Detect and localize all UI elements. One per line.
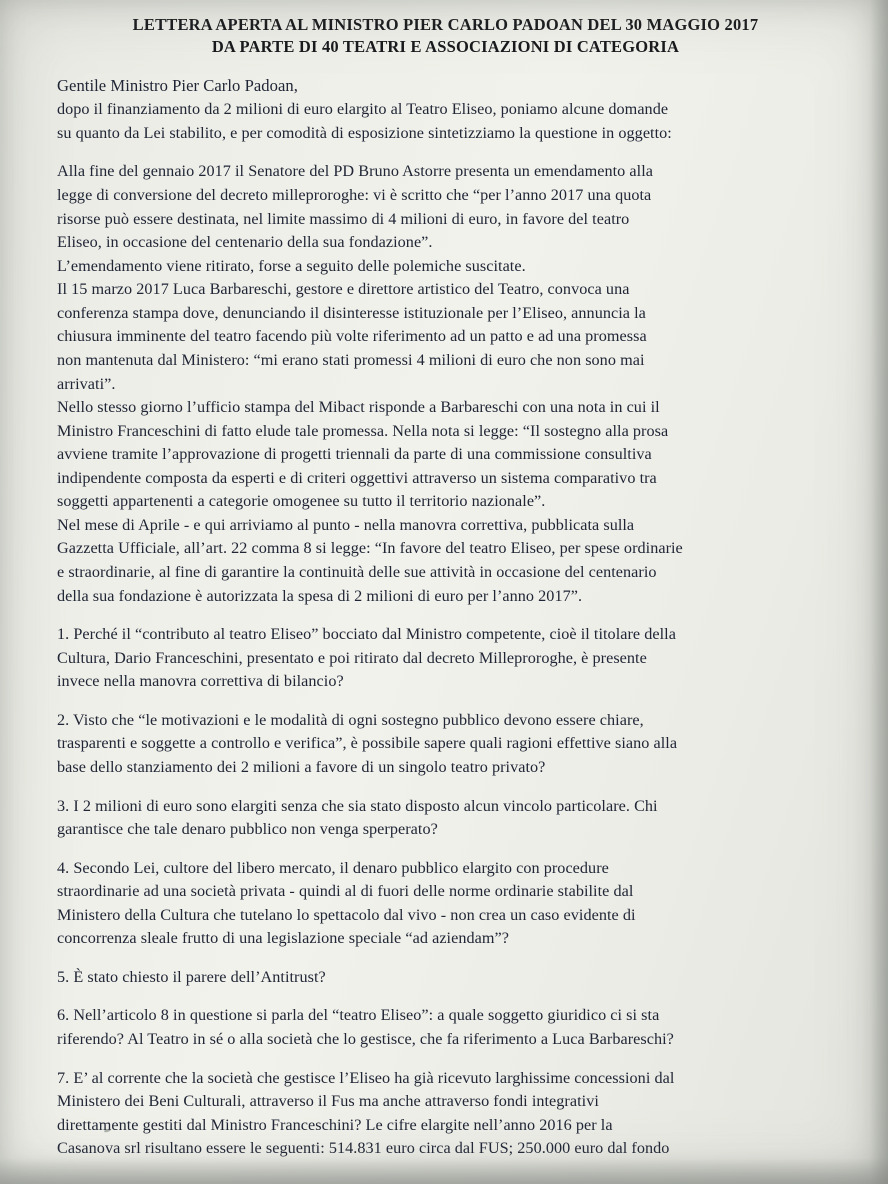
narrative-line-1: Alla fine del gennaio 2017 il Senatore del PD Bruno Astorre presenta un emendamento alla bbox=[57, 162, 653, 181]
question-7-line-3: direttamente gestiti dal Ministro Franceschini? Le cifre elargite nell’anno 2016 per la bbox=[57, 1115, 613, 1134]
question-3 bbox=[57, 795, 846, 842]
question-2-line-3: base dello stanziamento dei 2 milioni a favore di un singolo teatro privato? bbox=[57, 757, 546, 776]
title-line-2: DA PARTE DI 40 TEATRI E ASSOCIAZIONI DI CATEGORIA bbox=[211, 37, 680, 57]
question-5 bbox=[57, 966, 846, 990]
narrative-line-4: Eliseo, in occasione del centenario della sua fondazione”. bbox=[57, 233, 433, 252]
page-edge-shadow-bottom bbox=[0, 1158, 888, 1184]
narrative-line-5: L’emendamento viene ritirato, forse a seguito delle polemiche suscitate. bbox=[57, 256, 526, 275]
narrative-line-9: non mantenuta dal Ministero: “mi erano stati promessi 4 milioni di euro che non sono mai bbox=[57, 350, 645, 369]
question-1-line-2: Cultura, Dario Franceschini, presentato e poi ritirato dal decreto Milleproroghe, è presente bbox=[57, 648, 647, 667]
document-body bbox=[57, 74, 846, 1161]
question-4-line-3: Ministero della Cultura che tutelano lo spettacolo dal vivo - non crea un caso evidente di bbox=[57, 905, 636, 924]
narrative-line-11: Nello stesso giorno l’ufficio stampa del Mibact risponde a Barbareschi con una nota in cui il bbox=[57, 398, 660, 417]
question-2-line-2: trasparenti e soggette a controllo e verifica”, è possibile sapere quali ragioni effettive siano alla bbox=[57, 734, 678, 753]
intro-line-2: su quanto da Lei stabilito, e per comodità di esposizione sintetizziamo la questione in oggetto: bbox=[57, 123, 672, 142]
question-7-line-1: 7. E’ al corrente che la società che gestisce l’Eliseo ha già ricevuto larghissime concessioni dal bbox=[57, 1068, 675, 1087]
question-4 bbox=[57, 857, 846, 951]
question-4-line-2: straordinarie ad una società privata - quindi al di fuori delle norme ordinarie stabilite dal bbox=[57, 882, 634, 901]
intro-line-1: dopo il finanziamento da 2 milioni di euro elargito al Teatro Eliseo, poniamo alcune domande bbox=[57, 100, 669, 119]
narrative-line-8: chiusura imminente del teatro facendo più volte riferimento ad un patto e ad una promessa bbox=[57, 327, 647, 346]
question-7-line-2: Ministero dei Beni Culturali, attraverso il Fus ma anche attraverso fondi integrativi bbox=[57, 1092, 599, 1111]
question-2 bbox=[57, 709, 846, 780]
title-line-1: LETTERA APERTA AL MINISTRO PIER CARLO PADOAN DEL 30 MAGGIO 2017 bbox=[132, 15, 759, 34]
question-3-line-1: 3. I 2 milioni di euro sono elargiti senza che sia stato disposto alcun vincolo particolare. Chi bbox=[57, 796, 658, 815]
salutation: Gentile Ministro Pier Carlo Padoan, bbox=[57, 76, 298, 96]
question-7 bbox=[57, 1067, 846, 1161]
narrative-line-16: Nel mese di Aprile - e qui arriviamo al punto - nella manovra correttiva, pubblicata sulla bbox=[57, 515, 635, 534]
question-7-line-4: Casanova srl risultano essere le seguenti: 514.831 euro circa dal FUS; 250.000 euro dal fondo bbox=[57, 1139, 670, 1158]
question-6 bbox=[57, 1004, 846, 1051]
narrative-line-19: della sua fondazione è autorizzata la spesa di 2 milioni di euro per l’anno 2017”. bbox=[57, 586, 583, 605]
narrative-line-15: soggetti appartenenti a categorie omogenee su tutto il territorio nazionale”. bbox=[57, 492, 546, 511]
narrative-line-3: risorse può essere destinata, nel limite massimo di 4 milioni di euro, in favore del teatro bbox=[57, 209, 630, 228]
document-title bbox=[57, 14, 834, 58]
question-4-line-4: concorrenza sleale frutto di una legislazione speciale “ad aziendam”? bbox=[57, 929, 509, 948]
narrative-line-7: conferenza stampa dove, denunciando il disinteresse istituzionale per l’Eliseo, annuncia la bbox=[57, 303, 646, 322]
narrative-line-13: avviene tramite l’approvazione di progetti triennali da parte di una commissione consultiva bbox=[57, 445, 652, 464]
question-2-line-1: 2. Visto che “le motivazioni e le modalità di ogni sostegno pubblico devono essere chiare, bbox=[57, 710, 644, 729]
question-6-line-2: riferendo? Al Teatro in sé o alla società che lo gestisce, che fa riferimento a Luca Barbareschi? bbox=[57, 1030, 674, 1049]
question-6-line-1: 6. Nell’articolo 8 in questione si parla del “teatro Eliseo”: a quale soggetto giuridico ci si sta bbox=[57, 1006, 660, 1025]
narrative-line-14: indipendente composta da esperti e di criteri oggettivi attraverso un sistema comparativo tra bbox=[57, 468, 657, 487]
intro-paragraph bbox=[57, 98, 846, 145]
question-5-line-1: 5. È stato chiesto il parere dell’Antitrust? bbox=[57, 967, 326, 986]
question-1 bbox=[57, 623, 846, 694]
narrative-line-12: Ministro Franceschini di fatto elude tale promessa. Nella nota si legge: “Il sostegno alla prosa bbox=[57, 421, 669, 440]
narrative-line-18: e straordinarie, al fine di garantire la continuità delle sue attività in occasione del centenario bbox=[57, 563, 657, 582]
narrative-line-17: Gazzetta Ufficiale, all’art. 22 comma 8 si legge: “In favore del teatro Eliseo, per spese ordinarie bbox=[57, 539, 683, 558]
question-4-line-1: 4. Secondo Lei, cultore del libero mercato, il denaro pubblico elargito con procedure bbox=[57, 858, 609, 877]
question-3-line-2: garantisce che tale denaro pubblico non venga sperperato? bbox=[57, 820, 438, 839]
narrative-line-2: legge di conversione del decreto milleproroghe: vi è scritto che “per l’anno 2017 una quota bbox=[57, 186, 652, 205]
narrative-paragraph bbox=[57, 160, 846, 608]
question-1-line-3: invece nella manovra correttiva di bilancio? bbox=[57, 672, 344, 691]
question-1-line-1: 1. Perché il “contributo al teatro Eliseo” bocciato dal Ministro competente, cioè il titolare della bbox=[57, 625, 676, 644]
narrative-line-6: Il 15 marzo 2017 Luca Barbareschi, gestore e direttore artistico del Teatro, convoca una bbox=[57, 280, 630, 299]
narrative-line-10: arrivati”. bbox=[57, 374, 116, 393]
